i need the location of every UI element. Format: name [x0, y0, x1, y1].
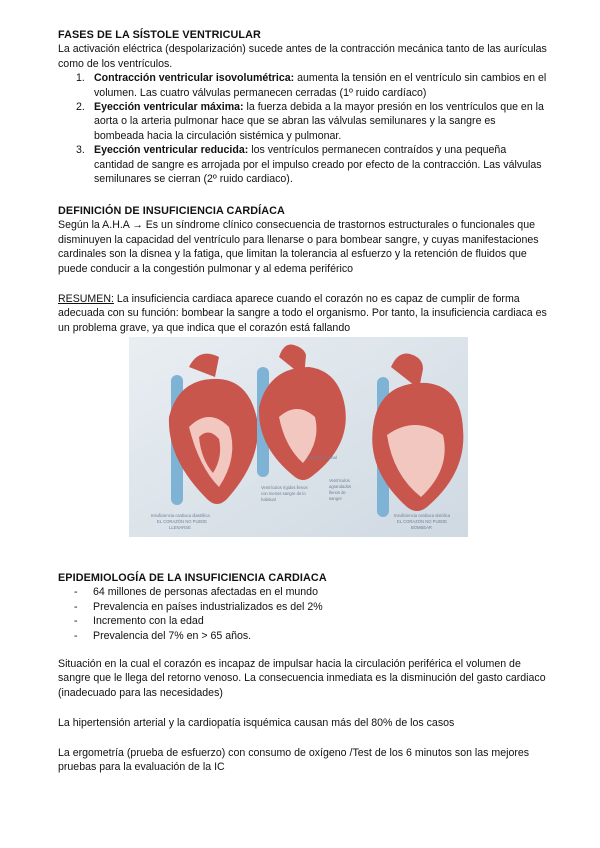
caption-normal: Corazón normal	[307, 455, 337, 460]
list-item	[58, 585, 548, 599]
section-systole-phases	[58, 28, 548, 186]
caption-mid2-1: Ventrículos	[329, 478, 350, 483]
dash-bullet: -	[74, 586, 78, 599]
caption-mid2-3: llenos de	[329, 490, 346, 495]
list-text: Prevalencia en países industrializados es del 2%	[93, 600, 323, 613]
section-title: FASES DE LA SÍSTOLE VENTRICULAR	[58, 29, 261, 41]
paragraph-definition: Situación en la cual el corazón es incapaz de impulsar hacia la circulación periférica el volumen de sangre que le llega del retorno venoso. La consecuencia inmediata es la disminución del gasto cardiaco (inadecuado para las necesidades)	[58, 658, 546, 699]
section-intro: La activación eléctrica (despolarización) sucede antes de la contracción mecánica tanto de las aurículas como de los ventrículos.	[58, 43, 547, 70]
dash-bullet: -	[74, 629, 78, 642]
list-text: los ventrículos permanecen contraídos y una pequeña cantidad de sangre es arrojada por el impulso creado por efecto de la contracción. Las válvulas semilunares se cierran (2º ruido cardiaco).	[94, 144, 542, 186]
definition-text: Según la A.H.A → Es un síndrome clínico consecuencia de trastornos estructurales o funcionales que disminuyen la capacidad del ventrículo para llenarse o para bombear sangre, y cuyas manifestaciones cardinales son la disnea y la fatiga, que limitan la tolerancia al esfuerzo y la retención de fluidos que puede conducir a la congestión pulmonar y al edema periférico	[58, 219, 539, 275]
heart-illustration	[129, 337, 468, 537]
caption-mid2-4: sangre	[329, 496, 342, 501]
list-number: 3.	[76, 144, 85, 157]
dash-bullet: -	[74, 615, 78, 628]
caption-right-2: EL CORAZÓN NO PUEDE	[397, 519, 448, 524]
paragraph-tests: La ergometría (prueba de esfuerzo) con consumo de oxígeno /Test de los 6 minutos son las mejores pruebas para la evaluación de la IC	[58, 747, 530, 774]
list-text: Prevalencia del 7% en > 65 años.	[93, 629, 252, 642]
phases-list	[58, 71, 548, 186]
list-term: Eyección ventricular reducida:	[94, 144, 249, 157]
section-title: DEFINICIÓN DE INSUFICIENCIA CARDÍACA	[58, 205, 285, 217]
caption-left-1: Insuficiencia cardiaca diastólica	[151, 513, 210, 518]
list-item	[58, 100, 548, 143]
dash-bullet: -	[74, 600, 78, 613]
list-term: Contracción ventricular isovolumétrica:	[94, 72, 295, 85]
summary-label: RESUMEN:	[58, 293, 114, 305]
list-text: aumenta la tensión en el ventrículo sin cambios en el volumen. Las cuatro válvulas permanecen cerradas (1º ruido cardíaco)	[94, 72, 547, 99]
paragraph-causes: La hipertensión arterial y la cardiopatía isquémica causan más del 80% de los casos	[58, 717, 455, 729]
list-text: la fuerza debida a la mayor presión en los ventrículos que en la aorta o la arteria pulmonar hace que se abran las válvulas semilunares y la sangre es bombeada hacia la circulación sistémica y pulmonar.	[94, 101, 544, 142]
list-item	[58, 71, 548, 100]
section-summary	[58, 292, 548, 335]
epidemiology-list	[58, 585, 548, 643]
list-number: 1.	[76, 72, 85, 85]
caption-mid2-2: agrandados	[329, 484, 352, 489]
list-item	[58, 143, 548, 186]
list-item	[58, 614, 548, 628]
section-title: EPIDEMIOLOGÍA DE LA INSUFICIENCIA CARDIACA	[58, 572, 327, 584]
list-item	[58, 629, 548, 643]
list-item	[58, 600, 548, 614]
caption-right-3: BOMBEAR	[411, 525, 432, 530]
list-term: Eyección ventricular máxima:	[94, 101, 244, 114]
caption-left-2: EL CORAZÓN NO PUEDE	[157, 519, 208, 524]
caption-left-3: LLENARSE	[169, 525, 191, 530]
list-number: 2.	[76, 101, 85, 114]
section-definition	[58, 204, 548, 276]
heart-failure-photo	[129, 337, 468, 537]
list-text: Incremento con la edad	[93, 615, 204, 628]
list-text: 64 millones de personas afectadas en el mundo	[93, 586, 318, 599]
caption-mid-1: Ventrículos rígidos llenos	[261, 485, 308, 490]
summary-text: La insuficiencia cardiaca aparece cuando el corazón no es capaz de cumplir de forma adecuada con su función: bombear la sangre a todo el organismo. Por tanto, la insuficiencia cardiaca es un problema grave, ya que indica que el corazón está fallando	[58, 293, 547, 334]
caption-right-1: Insuficiencia cardiaca sistólica	[394, 513, 451, 518]
caption-mid-3: habitual	[261, 497, 276, 502]
caption-mid-2: con menos sangre de lo	[261, 491, 306, 496]
section-epidemiology	[58, 571, 548, 643]
